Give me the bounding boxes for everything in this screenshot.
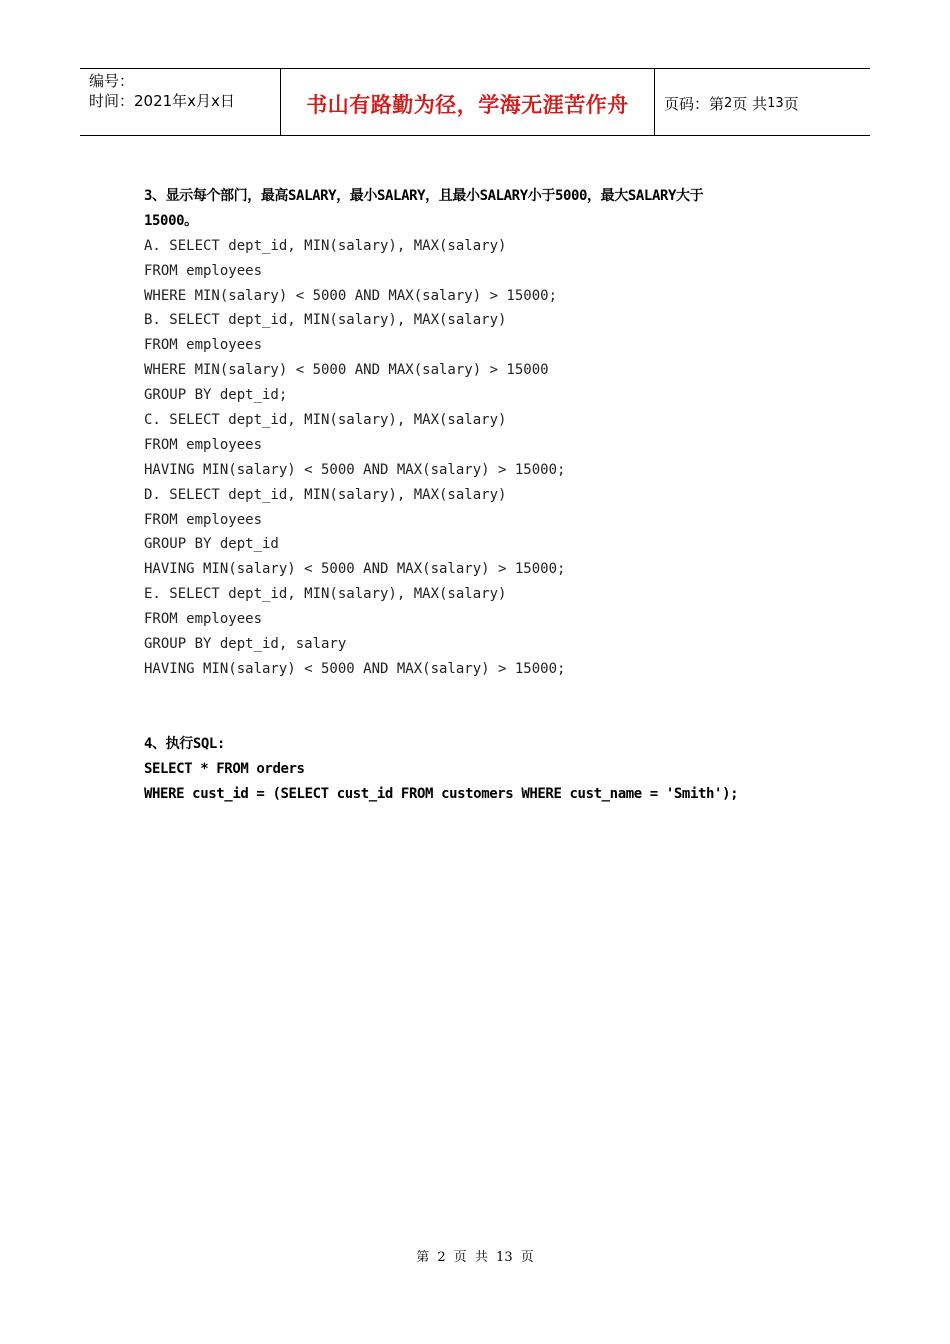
number-label: 编号： (89, 72, 135, 90)
q3-line: FROM employees (144, 262, 263, 279)
header-page-cell (655, 69, 870, 135)
page-suffix: 页 (783, 94, 799, 113)
q3-line: FROM employees (144, 337, 263, 354)
q3-line: A. SELECT dept_id, MIN(salary), MAX(salary) (144, 237, 507, 254)
q3-line: HAVING MIN(salary) < 5000 AND MAX(salary) > 15000; (144, 561, 566, 578)
q3-line: FROM employees (144, 511, 263, 528)
q3-line: WHERE MIN(salary) < 5000 AND MAX(salary) > 15000; (144, 287, 558, 304)
page-prefix: 页码：第 (664, 94, 725, 113)
header-motto-cell (281, 69, 655, 135)
q3-line: WHERE MIN(salary) < 5000 AND MAX(salary) > 15000 (144, 362, 549, 379)
question4-title: 4、执行SQL: (144, 735, 225, 752)
q3-line: GROUP BY dept_id, salary (144, 636, 347, 653)
page-mid: 页 共 (732, 94, 768, 113)
q3-line: FROM employees (144, 611, 263, 628)
page-footer: 第 2 页 共 13 页 (416, 1250, 534, 1265)
time-label: 时间：2021年x月x日 (89, 92, 235, 110)
page-total: 13 (767, 95, 784, 111)
q3-line: E. SELECT dept_id, MIN(salary), MAX(salary) (144, 586, 507, 603)
question3-title-line2: 15000。 (144, 212, 198, 229)
q3-line: FROM employees (144, 436, 263, 453)
q4-line: SELECT * FROM orders (144, 760, 305, 777)
q3-line: GROUP BY dept_id; (144, 387, 288, 404)
page-current: 2 (724, 95, 733, 111)
motto-text: 书山有路勤为径，学海无涯苦作舟 (306, 93, 629, 117)
document-body (144, 184, 804, 806)
q3-line: HAVING MIN(salary) < 5000 AND MAX(salary) > 15000; (144, 461, 566, 478)
header-meta-cell (80, 69, 281, 135)
q4-line: WHERE cust_id = (SELECT cust_id FROM customers WHERE cust_name = 'Smith'); (144, 785, 739, 802)
q3-line: D. SELECT dept_id, MIN(salary), MAX(salary) (144, 486, 507, 503)
q3-line: C. SELECT dept_id, MIN(salary), MAX(salary) (144, 412, 507, 429)
question3-title-line1: 3、显示每个部门，最高SALARY，最小SALARY，且最小SALARY小于5000，最大SALARY大于 (144, 188, 704, 204)
page-header (80, 68, 870, 136)
q3-line: HAVING MIN(salary) < 5000 AND MAX(salary) > 15000; (144, 660, 566, 677)
q3-line: B. SELECT dept_id, MIN(salary), MAX(salary) (144, 312, 507, 329)
q3-line: GROUP BY dept_id (144, 536, 279, 553)
section-spacer (144, 682, 804, 732)
